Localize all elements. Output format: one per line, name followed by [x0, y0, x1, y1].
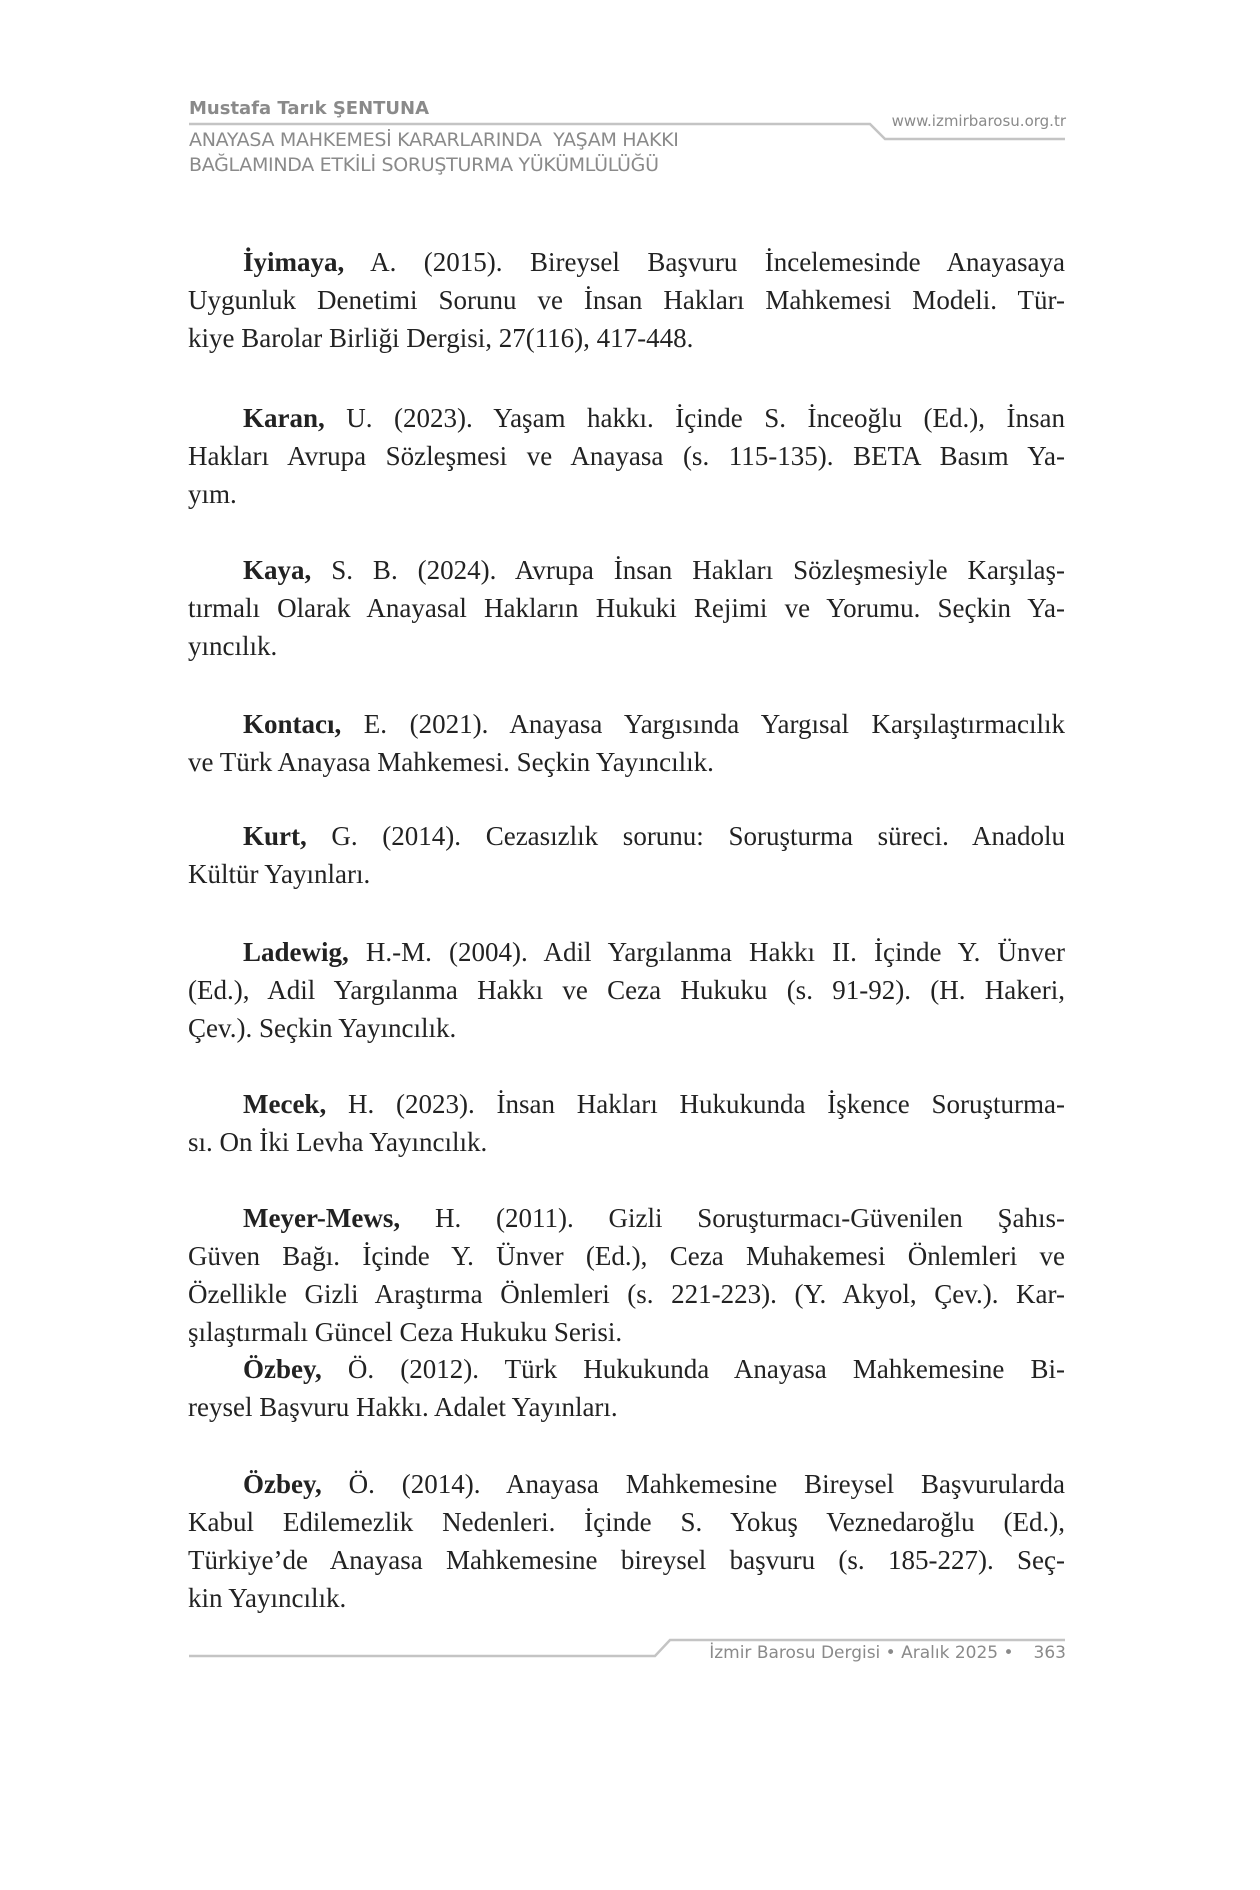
reference-line [188, 551, 1065, 589]
reference-entry [188, 817, 1065, 893]
reference-line [188, 399, 1065, 437]
website-link[interactable]: www.izmirbarosu.org.tr [891, 112, 1066, 130]
journal-name: İzmir Barosu Dergisi • Aralık 2025 • [709, 1643, 1014, 1663]
reference-line: yım. [188, 479, 237, 509]
reference-line: Güven Bağı. İçinde Y. Ünver (Ed.), Ceza Muhakemesi Önlemleri ve [188, 1241, 1065, 1271]
reference-line: şılaştırmalı Güncel Ceza Hukuku Serisi. [188, 1317, 623, 1347]
reference-author: İyimaya, [243, 247, 345, 277]
reference-line: reysel Başvuru Hakkı. Adalet Yayınları. [188, 1392, 618, 1422]
reference-text: U. (2023). Yaşam hakkı. İçinde S. İnceoğlu (Ed.), İnsan [324, 403, 1065, 433]
reference-line [188, 933, 1065, 971]
reference-text: A. (2015). Bireysel Başvuru İncelemesinde Anayasaya [344, 247, 1065, 277]
reference-line: ve Türk Anayasa Mahkemesi. Seçkin Yayıncılık. [188, 747, 714, 777]
reference-text: S. B. (2024). Avrupa İnsan Hakları Sözleşmesiyle Karşılaş- [311, 555, 1065, 585]
reference-author: Ladewig, [243, 937, 349, 967]
reference-line: Kültür Yayınları. [188, 859, 371, 889]
reference-text: Ö. (2014). Anayasa Mahkemesine Bireysel Başvurularda [321, 1469, 1065, 1499]
reference-text: H. (2011). Gizli Soruşturmacı-Güvenilen Şahıs- [400, 1203, 1065, 1233]
running-header-author: Mustafa Tarık ŞENTUNA [189, 98, 430, 119]
reference-author: Kaya, [243, 555, 312, 585]
reference-line [188, 1350, 1065, 1388]
reference-line [188, 705, 1065, 743]
reference-author: Mecek, [243, 1089, 327, 1119]
reference-line: tırmalı Olarak Anayasal Hakların Hukuki Rejimi ve Yorumu. Seçkin Ya- [188, 593, 1065, 623]
reference-line [188, 1085, 1065, 1123]
title-line: BAĞLAMINDA ETKİLİ SORUŞTURMA YÜKÜMLÜLÜĞÜ [189, 154, 659, 176]
reference-text: G. (2014). Cezasızlık sorunu: Soruşturma süreci. Anadolu [306, 821, 1065, 851]
footer [709, 1643, 1066, 1663]
reference-line: Çev.). Seçkin Yayıncılık. [188, 1013, 457, 1043]
reference-author: Kontacı, [243, 709, 342, 739]
reference-line: Uygunluk Denetimi Sorunu ve İnsan Hakları Mahkemesi Modeli. Tür- [188, 285, 1065, 315]
reference-line: Hakları Avrupa Sözleşmesi ve Anayasa (s. 115-135). BETA Basım Ya- [188, 441, 1065, 471]
reference-entry [188, 705, 1065, 781]
reference-entry [188, 1085, 1065, 1161]
reference-line [188, 1199, 1065, 1237]
reference-entry [188, 551, 1065, 665]
reference-line: Kabul Edilemezlik Nedenleri. İçinde S. Yokuş Veznedaroğlu (Ed.), [188, 1507, 1065, 1537]
reference-entry [188, 933, 1065, 1047]
page-number: 363 [1033, 1643, 1066, 1663]
reference-line: yıncılık. [188, 631, 278, 661]
reference-line [188, 1465, 1065, 1503]
reference-entry [188, 1465, 1065, 1617]
reference-line [188, 817, 1065, 855]
reference-line: Özellikle Gizli Araştırma Önlemleri (s. 221-223). (Y. Akyol, Çev.). Kar- [188, 1279, 1065, 1309]
reference-line: kin Yayıncılık. [188, 1583, 347, 1613]
reference-entry [188, 243, 1065, 357]
reference-line [188, 243, 1065, 281]
reference-text: H. (2023). İnsan Hakları Hukukunda İşkence Soruşturma- [326, 1089, 1065, 1119]
running-header-title [189, 128, 679, 178]
reference-entry [188, 399, 1065, 513]
reference-entry [188, 1350, 1065, 1426]
reference-line: sı. On İki Levha Yayıncılık. [188, 1127, 488, 1157]
reference-text: E. (2021). Anayasa Yargısında Yargısal Karşılaştırmacılık [341, 709, 1065, 739]
reference-line: Türkiye’de Anayasa Mahkemesine bireysel başvuru (s. 185-227). Seç- [188, 1545, 1065, 1575]
reference-text: Ö. (2012). Türk Hukukunda Anayasa Mahkemesine Bi- [321, 1354, 1065, 1384]
reference-author: Kurt, [243, 821, 307, 851]
reference-entry [188, 1199, 1065, 1351]
title-line: ANAYASA MAHKEMESİ KARARLARINDA YAŞAM HAKKI [189, 129, 679, 151]
reference-author: Özbey, [243, 1469, 322, 1499]
reference-text: H.-M. (2004). Adil Yargılanma Hakkı II. İçinde Y. Ünver [348, 937, 1065, 967]
reference-author: Meyer-Mews, [243, 1203, 401, 1233]
reference-author: Özbey, [243, 1354, 322, 1384]
reference-author: Karan, [243, 403, 325, 433]
reference-line: kiye Barolar Birliği Dergisi, 27(116), 417-448. [188, 323, 694, 353]
reference-line: (Ed.), Adil Yargılanma Hakkı ve Ceza Hukuku (s. 91-92). (H. Hakeri, [188, 975, 1065, 1005]
